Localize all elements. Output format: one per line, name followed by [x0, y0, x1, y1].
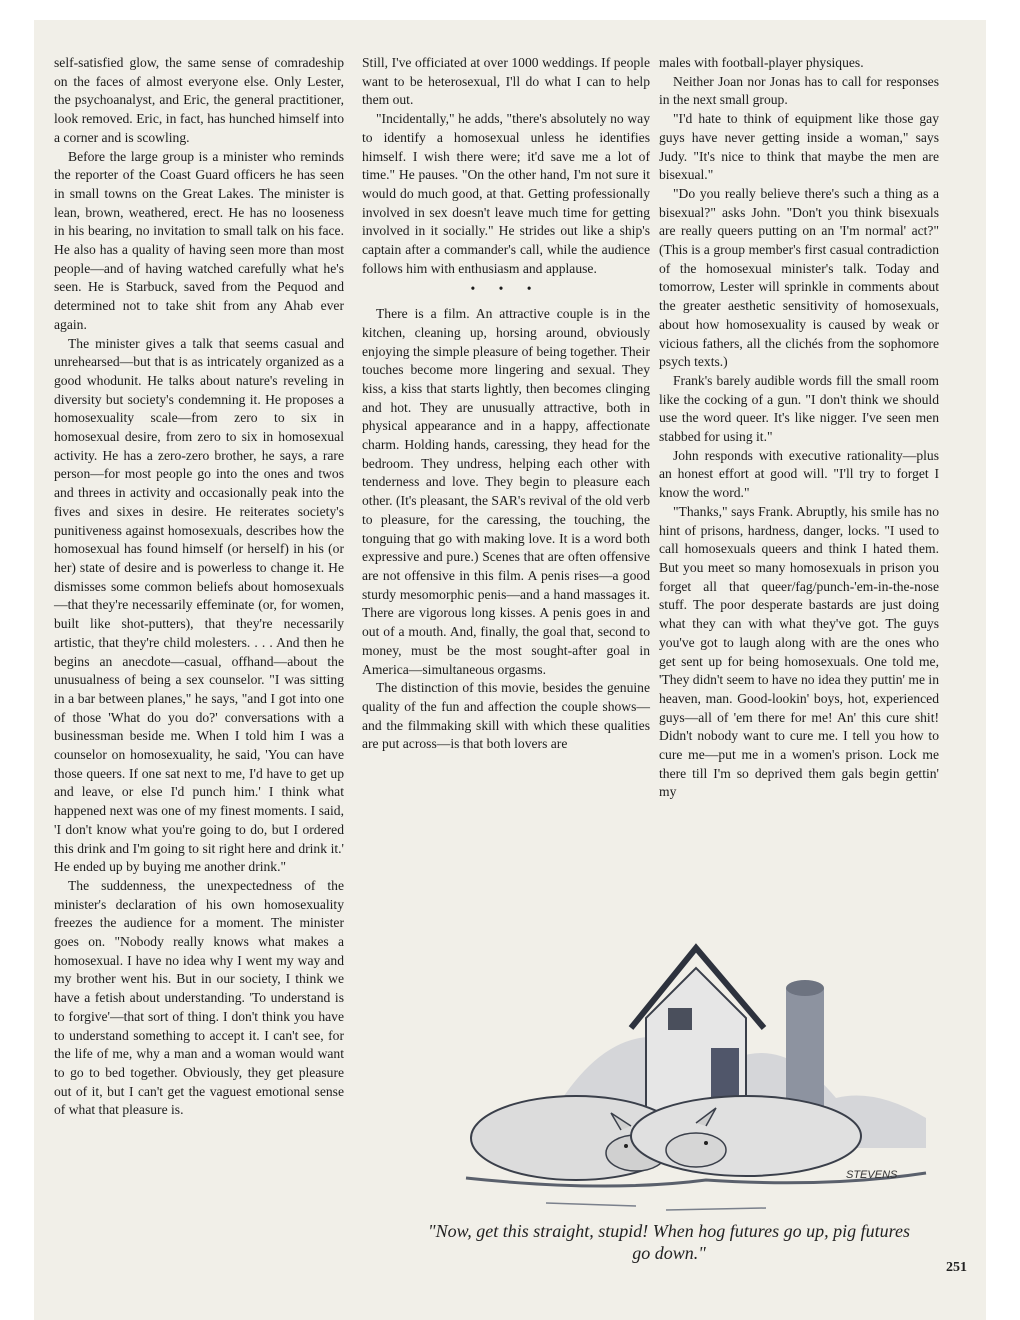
section-separator: • • • — [470, 281, 542, 297]
paragraph: self-satisfied glow, the same sense of comradeship on the faces of almost everyone else. Only Lester, the psychoanalyst, and Eric, the general practitioner, look removed. Eric, in fact, has hunched himself into a corner and is scowling. — [54, 55, 344, 145]
paragraph: "I'd hate to think of equipment like those gay guys have never getting inside a woman," says Judy. "It's nice to think that maybe the men are bisexual." — [659, 111, 939, 183]
paragraph: "Thanks," says Frank. Abruptly, his smile has no hint of prisons, hardness, danger, locks. "I used to call homosexuals queers and think I hated them. But you meet so many homosexuals in prison you forget all that queer/fag/punch-'em-in-the-nose stuff. The poor desperate bastards are just doing what they can with what they've got. The guys you've got to laugh along with are the ones who get sent up for being homosexuals. One told me, 'They didn't seem to have no idea they puttin' me in heaven, man. Good-lookin' boys, hot, experienced guys—all of 'em there for me! An' this cure shit! Didn't nobody want to cure me. I tell you how to cure me—put me in a women's prison. Lock me there till I'm so deprived them gals begin gettin' my — [659, 503, 939, 800]
column-3 — [659, 54, 939, 802]
paragraph: The distinction of this movie, besides the genuine quality of the fun and affection the couple shows—and the filmmaking skill with which these qualities are put across—is that both lovers are — [362, 680, 650, 752]
column-2 — [362, 54, 650, 754]
paragraph: Frank's barely audible words fill the small room like the cocking of a gun. "I don't think we should use the word queer. It's like nigger. I've seen men stabbed for using it." — [659, 372, 939, 445]
paragraph: The minister gives a talk that seems casual and unrehearsed—but that is as intricately organized as a good whodunit. He talks about nature's reveling in diversity but society's condemning it. He proposes a homosexuality scale—from zero to six in homosexual desire, from zero to six in homosexual activity. He has a zero-zero brother, he says, a rare person—for most people go into the ones and twos and threes in activity and occasionally peak into the fives and sixes in desire. He reiterates society's punitiveness against homosexuals, describes how the homosexual has found himself (or herself) in his (or her) state of desire and is powerless to change it. He dismisses some common beliefs about homosexuals—that they're necessarily effeminate (or, for women, built like shot-putters), that they're necessarily artistic, that they're child molesters. . . . And then he begins an anecdote—casual, offhand—about the unusualness of being a sex counselor. "I was sitting in a bar between planes," he says, "and I got into one of those 'What do you do?' conversations with a businessman beside me. When I told him I was a counselor on homosexuality, he said, 'You can have those queers. If one sat next to me, I'd have to get up and leave, or else I'd punch him.' I think what happened next was one of my finest moments. I said, 'I don't know what you're going to do, but I ordered this drink and I'm going to sit right here and drink it.' He ended up by buying me another drink." — [54, 335, 344, 875]
paragraph: Before the large group is a minister who reminds the reporter of the Coast Guard officers he has seen in small towns on the Great Lakes. The minister is lean, brown, weathered, erect. He has no looseness in his bearing, no invitation to small talk on his face. He also has a quality of having seen more than most people—and of having watched carefully what he's seen. He is Starbuck, saved from the Pequod and determined not to take shit from any Ahab ever again. — [54, 148, 344, 332]
cartoon-caption: "Now, get this straight, stupid! When hog futures go up, pig futures go down." — [428, 1221, 910, 1263]
cartoon-illustration — [406, 888, 966, 1248]
magazine-page — [34, 20, 986, 1320]
paragraph: "Do you really believe there's such a thing as a bisexual?" asks John. "Don't you think bisexuals are really queers putting on an 'I'm normal' act?" (This is a group member's first casual contradiction of the homosexual minister's talk. Today and tomorrow, Lester will sprinkle in comments about the greater aesthetic sensitivity of homosexuals, about how homosexuality is caused by weak or vicious fathers, all the clichés from the sophomore psych texts.) — [659, 185, 939, 370]
page-number: 251 — [946, 1260, 967, 1275]
cartoonist-signature: STEVENS — [846, 1169, 898, 1181]
paragraph: The suddenness, the unexpectedness of the minister's declaration of his own homosexuality freezes the audience for a moment. The minister goes on. "Nobody really knows what makes a homosexual. I have no idea why I went my way and my brother went his. But in our society, I think we have a fetish about understanding. 'To understand is to forgive'—that sort of thing. I don't think you have to understand something to accept it. I can't see, for the life of me, why a man and a woman would want to go to bed together. Obviously, they get pleasure out of it, but I can't get the vaguest emotional sense of what that pleasure is. — [54, 877, 344, 1118]
paragraph: Neither Joan nor Jonas has to call for responses in the next small group. — [659, 73, 939, 108]
paragraph: John responds with executive rationality—plus an honest effort at good will. "I'll try to forget I know the word." — [659, 447, 939, 501]
paragraph: There is a film. An attractive couple is in the kitchen, cleaning up, horsing around, obviously enjoying the simple pleasure of being together. Their touches become more lingering and sexual. They kiss, a kiss that starts lightly, then becomes clinging and hot. They are unusually attractive, both in physical appearance and in a happy, affectionate charm. Holding hands, caressing, they head for the bedroom. They undress, helping each other with tenderness and love. They begin to pleasure each other. (It's pleasant, the SAR's revival of the old verb to pleasure, for the caressing, the touching, the tonguing that go with making love. It is a word both expressive and pure.) Scenes that are often offensive are not offensive in this film. A penis rises—a good sturdy mesomorphic penis—and a hand massages it. There are vigorous long kisses. A penis goes in and out of a mouth. And, finally, the goal that, second to money, must be the most sought-after goal in America—simultaneous orgasms. — [362, 306, 650, 677]
column-1 — [54, 54, 344, 1120]
paragraph: males with football-player physiques. — [659, 55, 864, 70]
paragraph: Still, I've officiated at over 1000 weddings. If people want to be heterosexual, I'll do what I can to help them out. — [362, 55, 650, 108]
paragraph: "Incidentally," he adds, "there's absolutely no way to identify a homosexual unless he identifies himself. I wish there were; it'd save me a lot of time." He pauses. "On the other hand, I'm not sure it would do much good, at that. Getting professionally involved in sex doesn't leave much time for getting involved in it socially." He strides out like a ship's captain after a commander's call, while the audience follows him with enthusiasm and applause. — [362, 111, 650, 276]
